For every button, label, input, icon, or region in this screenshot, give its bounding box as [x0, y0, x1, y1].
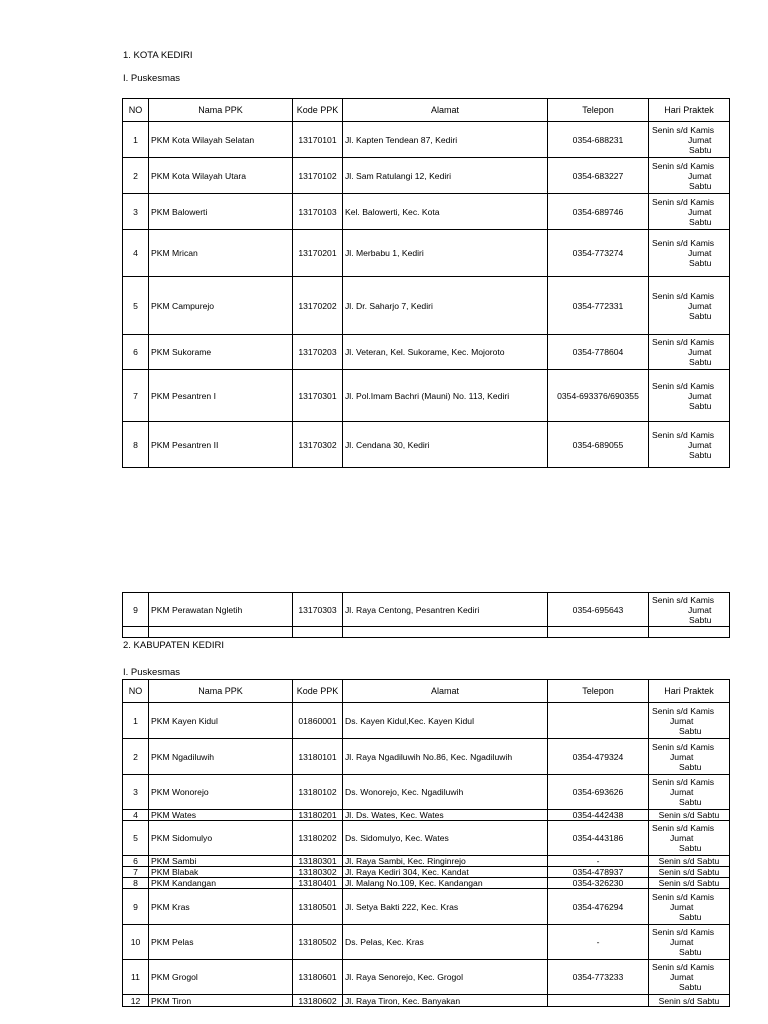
hari-line-3: Sabtu	[679, 797, 702, 807]
row-alamat: Jl. Kapten Tendean 87, Kediri	[343, 122, 548, 158]
row-kode: 13170302	[293, 422, 343, 468]
row-nama: PKM Kras	[149, 889, 293, 925]
row-nama: PKM Kota Wilayah Selatan	[149, 122, 293, 158]
row-kode: 13170301	[293, 370, 343, 422]
table-row	[123, 821, 730, 856]
row-no: 4	[123, 810, 149, 821]
row-nama: PKM Sambi	[149, 856, 293, 867]
table-row	[123, 277, 730, 335]
table-row	[123, 867, 730, 878]
row-no: 8	[123, 878, 149, 889]
col-header-telepon: Telepon	[548, 99, 649, 122]
row-kode: 13170101	[293, 122, 343, 158]
table-row	[123, 856, 730, 867]
row-alamat: Jl. Ds. Wates, Kec. Wates	[343, 810, 548, 821]
row-nama: PKM Sidomulyo	[149, 821, 293, 856]
col-header-hari: Hari Praktek	[649, 680, 730, 703]
hari-line-1: Senin s/d Kamis	[652, 927, 715, 937]
row-telepon: 0354-689746	[548, 194, 649, 230]
hari-line-3: Sabtu	[679, 761, 702, 772]
row-nama: PKM Campurejo	[149, 277, 293, 335]
row-nama: PKM Kayen Kidul	[149, 703, 293, 739]
table-row	[123, 230, 730, 277]
row-telepon: 0354-688231	[548, 122, 649, 158]
table-row	[123, 422, 730, 468]
section-heading-kabupaten: 2. KABUPATEN KEDIRI	[123, 640, 225, 651]
row-kode: 13180301	[293, 856, 343, 867]
hari-line-1: Senin s/d Kamis	[652, 594, 715, 605]
row-alamat: Jl. Raya Senorejo, Kec. Grogol	[343, 960, 548, 995]
kabupaten-table	[122, 679, 730, 1007]
row-hari	[649, 122, 730, 158]
row-nama: PKM Balowerti	[149, 194, 293, 230]
row-telepon	[548, 995, 649, 1007]
hari-line-2: Jumat	[670, 787, 694, 797]
row-telepon: 0354-693376/690355	[548, 370, 649, 422]
row-no: 2	[123, 739, 149, 775]
kota-table	[122, 98, 730, 468]
row-no: 2	[123, 158, 149, 194]
hari-line-3: Sabtu	[679, 843, 702, 853]
row-kode: 13180602	[293, 995, 343, 1007]
row-hari	[649, 335, 730, 370]
row-no: 8	[123, 422, 149, 468]
row-kode: 13180302	[293, 867, 343, 878]
row-hari: Senin s/d Sabtu	[649, 856, 730, 867]
table-row	[123, 194, 730, 230]
row-hari	[649, 960, 730, 995]
row-nama: PKM Blabak	[149, 867, 293, 878]
row-nama: PKM Ngadiluwih	[149, 739, 293, 775]
row-no: 6	[123, 856, 149, 867]
table-row	[123, 889, 730, 925]
row-telepon: 0354-778604	[548, 335, 649, 370]
col-header-no: NO	[123, 680, 149, 703]
row-alamat: Jl. Cendana 30, Kediri	[343, 422, 548, 468]
hari-line-1: Senin s/d Kamis	[652, 160, 715, 171]
row-no: 9	[123, 593, 149, 627]
subheading-kota: I. Puskesmas	[123, 73, 181, 84]
row-nama: PKM Pelas	[149, 925, 293, 960]
row-nama: PKM Tiron	[149, 995, 293, 1007]
row-alamat: Kel. Balowerti, Kec. Kota	[343, 194, 548, 230]
hari-line-2: Jumat	[688, 604, 712, 615]
row-hari	[649, 593, 730, 627]
hari-line-3: Sabtu	[689, 180, 712, 191]
row-no: 11	[123, 960, 149, 995]
row-kode: 01860001	[293, 703, 343, 739]
row-nama: PKM Kota Wilayah Utara	[149, 158, 293, 194]
col-header-kode: Kode PPK	[293, 680, 343, 703]
row-no: 3	[123, 775, 149, 810]
row-alamat: Jl. Setya Bakti 222, Kec. Kras	[343, 889, 548, 925]
row-hari	[649, 422, 730, 468]
row-no: 3	[123, 194, 149, 230]
hari-line-2: Jumat	[670, 972, 694, 982]
hari-line-2: Jumat	[688, 206, 712, 217]
row-hari	[649, 158, 730, 194]
hari-line-1: Senin s/d Kamis	[652, 196, 715, 207]
row-alamat: Ds. Pelas, Kec. Kras	[343, 925, 548, 960]
row-alamat: Jl. Sam Ratulangi 12, Kediri	[343, 158, 548, 194]
row-no: 7	[123, 370, 149, 422]
hari-line-2: Jumat	[670, 901, 694, 912]
table-row	[123, 335, 730, 370]
row-kode: 13180502	[293, 925, 343, 960]
col-header-alamat: Alamat	[343, 680, 548, 703]
row-hari	[649, 925, 730, 960]
row-hari	[649, 703, 730, 739]
hari-line-2: Jumat	[670, 751, 694, 762]
row-kode: 13170303	[293, 593, 343, 627]
row-telepon: 0354-689055	[548, 422, 649, 468]
row-alamat: Jl. Malang No.109, Kec. Kandangan	[343, 878, 548, 889]
row-kode: 13170102	[293, 158, 343, 194]
hari-line-3: Sabtu	[689, 400, 712, 411]
section-heading-kota: 1. KOTA KEDIRI	[123, 50, 193, 61]
col-header-kode: Kode PPK	[293, 99, 343, 122]
row-telepon: 0354-476294	[548, 889, 649, 925]
hari-line-1: Senin s/d Kamis	[652, 238, 715, 248]
col-header-nama: Nama PPK	[149, 99, 293, 122]
col-header-alamat: Alamat	[343, 99, 548, 122]
row-kode: 13180601	[293, 960, 343, 995]
row-nama: PKM Mrican	[149, 230, 293, 277]
hari-line-1: Senin s/d Kamis	[652, 823, 715, 833]
row-alamat: Jl. Veteran, Kel. Sukorame, Kec. Mojoroto	[343, 335, 548, 370]
row-nama: PKM Kandangan	[149, 878, 293, 889]
hari-line-1: Senin s/d Kamis	[652, 962, 715, 972]
row-no: 7	[123, 867, 149, 878]
row-kode: 13180101	[293, 739, 343, 775]
row-alamat: Jl. Merbabu 1, Kediri	[343, 230, 548, 277]
row-hari	[649, 775, 730, 810]
row-hari: Senin s/d Sabtu	[649, 810, 730, 821]
row-alamat: Jl. Raya Sambi, Kec. Ringinrejo	[343, 856, 548, 867]
hari-line-2: Jumat	[670, 715, 694, 726]
hari-line-2: Jumat	[670, 937, 694, 947]
row-alamat: Jl. Raya Kediri 304, Kec. Kandat	[343, 867, 548, 878]
hari-line-2: Jumat	[688, 439, 712, 450]
hari-line-3: Sabtu	[689, 144, 712, 155]
row-hari	[649, 889, 730, 925]
hari-line-3: Sabtu	[689, 449, 712, 460]
row-alamat: Ds. Wonorejo, Kec. Ngadiluwih	[343, 775, 548, 810]
row-no: 4	[123, 230, 149, 277]
row-hari	[649, 230, 730, 277]
row-telepon: 0354-478937	[548, 867, 649, 878]
row-kode: 13170203	[293, 335, 343, 370]
table-row	[123, 370, 730, 422]
row-kode: 13180102	[293, 775, 343, 810]
hari-line-2: Jumat	[688, 248, 712, 258]
hari-line-2: Jumat	[688, 347, 712, 357]
row-telepon: 0354-695643	[548, 593, 649, 627]
hari-line-2: Jumat	[688, 134, 712, 145]
hari-line-1: Senin s/d Kamis	[652, 429, 715, 440]
col-header-hari: Hari Praktek	[649, 99, 730, 122]
row-alamat: Ds. Kayen Kidul,Kec. Kayen Kidul	[343, 703, 548, 739]
table-row	[123, 739, 730, 775]
hari-line-2: Jumat	[688, 300, 712, 311]
row-telepon: 0354-773233	[548, 960, 649, 995]
hari-line-3: Sabtu	[679, 982, 702, 992]
row-kode: 13170202	[293, 277, 343, 335]
col-header-nama: Nama PPK	[149, 680, 293, 703]
table-row	[123, 593, 730, 627]
row-alamat: Jl. Raya Ngadiluwih No.86, Kec. Ngadiluwih	[343, 739, 548, 775]
row-hari: Senin s/d Sabtu	[649, 878, 730, 889]
table-row	[123, 995, 730, 1007]
row-telepon: 0354-693626	[548, 775, 649, 810]
table-row	[123, 122, 730, 158]
row-hari	[649, 277, 730, 335]
table-row	[123, 703, 730, 739]
hari-line-3: Sabtu	[679, 947, 702, 957]
row-no: 1	[123, 703, 149, 739]
hari-line-3: Sabtu	[689, 310, 712, 321]
row-telepon: 0354-443186	[548, 821, 649, 856]
row-kode: 13180202	[293, 821, 343, 856]
row-hari: Senin s/d Sabtu	[649, 867, 730, 878]
table-row	[123, 878, 730, 889]
row-telepon: 0354-442438	[548, 810, 649, 821]
kota-table-continued	[122, 592, 730, 638]
hari-line-3: Sabtu	[679, 725, 702, 736]
row-telepon: 0354-326230	[548, 878, 649, 889]
hari-line-2: Jumat	[688, 170, 712, 181]
row-nama: PKM Wates	[149, 810, 293, 821]
row-kode: 13170103	[293, 194, 343, 230]
hari-line-3: Sabtu	[689, 614, 712, 625]
row-nama: PKM Wonorejo	[149, 775, 293, 810]
empty-row	[123, 627, 730, 638]
row-telepon: 0354-772331	[548, 277, 649, 335]
hari-line-1: Senin s/d Kamis	[652, 124, 715, 135]
table-row	[123, 810, 730, 821]
hari-line-1: Senin s/d Kamis	[652, 705, 715, 716]
row-no: 5	[123, 821, 149, 856]
row-alamat: Jl. Raya Centong, Pesantren Kediri	[343, 593, 548, 627]
table-row	[123, 158, 730, 194]
row-telepon: 0354-479324	[548, 739, 649, 775]
row-nama: PKM Perawatan Ngletih	[149, 593, 293, 627]
hari-line-3: Sabtu	[689, 357, 712, 367]
row-nama: PKM Grogol	[149, 960, 293, 995]
row-hari	[649, 194, 730, 230]
row-kode: 13180501	[293, 889, 343, 925]
row-telepon	[548, 703, 649, 739]
row-no: 10	[123, 925, 149, 960]
row-nama: PKM Pesantren II	[149, 422, 293, 468]
col-header-no: NO	[123, 99, 149, 122]
row-nama: PKM Pesantren I	[149, 370, 293, 422]
row-no: 9	[123, 889, 149, 925]
hari-line-3: Sabtu	[689, 258, 712, 268]
hari-line-1: Senin s/d Kamis	[652, 290, 715, 301]
row-no: 12	[123, 995, 149, 1007]
row-no: 5	[123, 277, 149, 335]
row-alamat: Ds. Sidomulyo, Kec. Wates	[343, 821, 548, 856]
row-telepon: 0354-773274	[548, 230, 649, 277]
hari-line-1: Senin s/d Kamis	[652, 337, 715, 347]
row-telepon: -	[548, 925, 649, 960]
row-telepon: 0354-683227	[548, 158, 649, 194]
row-hari	[649, 370, 730, 422]
hari-line-3: Sabtu	[679, 911, 702, 922]
row-telepon: -	[548, 856, 649, 867]
row-alamat: Jl. Dr. Saharjo 7, Kediri	[343, 277, 548, 335]
row-kode: 13180401	[293, 878, 343, 889]
col-header-telepon: Telepon	[548, 680, 649, 703]
row-alamat: Jl. Pol.Imam Bachri (Mauni) No. 113, Kediri	[343, 370, 548, 422]
hari-line-1: Senin s/d Kamis	[652, 777, 715, 787]
row-alamat: Jl. Raya Tiron, Kec. Banyakan	[343, 995, 548, 1007]
row-no: 1	[123, 122, 149, 158]
row-kode: 13180201	[293, 810, 343, 821]
hari-line-2: Jumat	[688, 390, 712, 401]
row-kode: 13170201	[293, 230, 343, 277]
hari-line-1: Senin s/d Kamis	[652, 891, 715, 902]
hari-line-1: Senin s/d Kamis	[652, 380, 715, 391]
row-hari	[649, 821, 730, 856]
table-row	[123, 960, 730, 995]
table-row	[123, 775, 730, 810]
hari-line-1: Senin s/d Kamis	[652, 741, 715, 752]
row-nama: PKM Sukorame	[149, 335, 293, 370]
hari-line-2: Jumat	[670, 833, 694, 843]
hari-line-3: Sabtu	[689, 216, 712, 227]
table-row	[123, 925, 730, 960]
subheading-kabupaten: I. Puskesmas	[123, 667, 181, 678]
row-hari: Senin s/d Sabtu	[649, 995, 730, 1007]
row-no: 6	[123, 335, 149, 370]
row-hari	[649, 739, 730, 775]
